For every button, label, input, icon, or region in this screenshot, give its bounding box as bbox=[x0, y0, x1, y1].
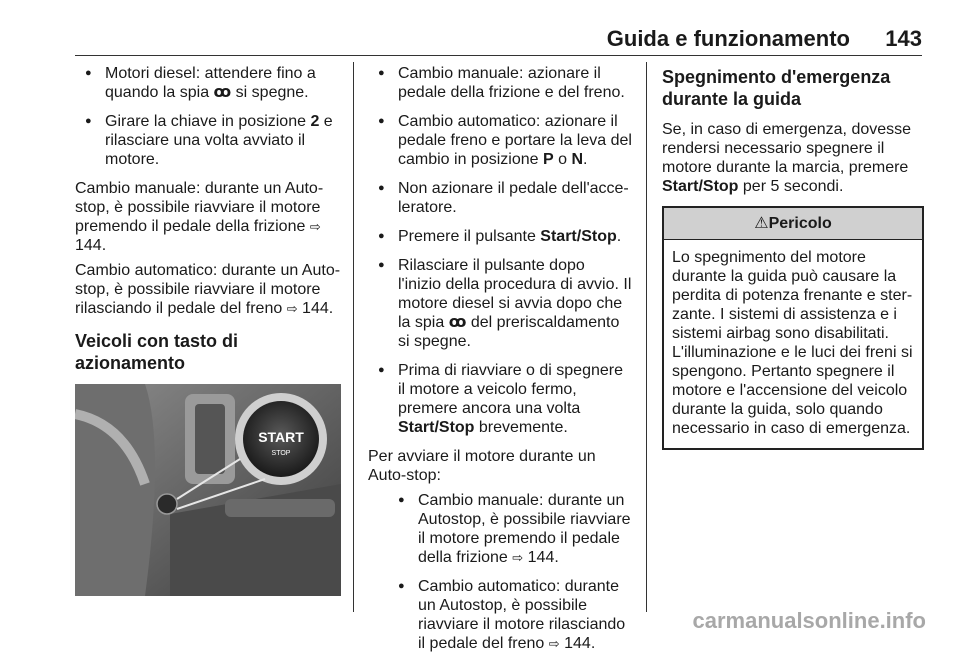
page-ref-icon: ⇨ bbox=[548, 636, 560, 651]
start-label: START bbox=[258, 429, 304, 445]
list-item: ● Rilasciare il pulsante dopo l'inizio della procedura di avvio. Il motore diesel si avvia dopo che la spia ꝏ del preriscaldamento si spegne. bbox=[368, 256, 632, 351]
running-header-title: Guida e funzionamento bbox=[606, 26, 850, 51]
page-number: 143 bbox=[885, 26, 922, 51]
column-divider-1 bbox=[353, 62, 354, 612]
list-item: ● Motori diesel: attendere fino a quando la spia ꝏ si spegne. bbox=[75, 64, 341, 102]
danger-box bbox=[662, 206, 924, 450]
list-item: ● Cambio manuale: durante un Autostop, è possibile riavviare il motore premendo il pedale della frizione ⇨ 144. bbox=[388, 491, 632, 567]
section-heading: Spegnimento d'emergenza durante la guida bbox=[662, 67, 891, 109]
warning-triangle-icon: ⚠ bbox=[754, 215, 769, 232]
paragraph: Per avviare il motore durante un Auto-stop: bbox=[368, 448, 596, 484]
list-item: ● Prima di riavviare o di spegnere il motore a veicolo fermo, premere ancora una volta Start/Stop brevemente. bbox=[368, 361, 632, 437]
watermark: carmanualsonline.info bbox=[692, 608, 926, 633]
list-item: ● Cambio automatico: azionare il pedale freno e portare la leva del cambio in posizione P o N. bbox=[368, 112, 632, 169]
page-ref-icon: ⇨ bbox=[309, 219, 321, 234]
section-heading: Veicoli con tasto di azionamento bbox=[75, 331, 239, 373]
page-ref[interactable]: 144 bbox=[564, 635, 591, 652]
paragraph: Cambio automatico: durante un Auto-stop, è possibile riavviare il motore rilasciando il pedale del freno ⇨ 144. bbox=[75, 262, 341, 317]
page-ref-icon: ⇨ bbox=[286, 301, 298, 316]
page-ref-icon: ⇨ bbox=[512, 550, 524, 565]
danger-box-header: ⚠Pericolo bbox=[664, 208, 922, 240]
page-ref[interactable]: 144 bbox=[527, 549, 555, 566]
column-2 bbox=[368, 64, 632, 663]
paragraph: Cambio manuale: durante un Auto-stop, è possibile riavviare il motore premendo il pedale della frizione ⇨ 144. bbox=[75, 180, 324, 254]
column-divider-2 bbox=[646, 62, 647, 612]
list-item: ● Cambio manuale: azionare il pedale della frizione e del freno. bbox=[368, 64, 632, 102]
glow-plug-icon: ꝏ bbox=[448, 314, 467, 331]
header-rule bbox=[75, 55, 922, 56]
column-3 bbox=[662, 64, 924, 450]
paragraph: Se, in caso di emergenza, dovesse rendersi necessario spegnere il motore durante la marcia, premere Start/Stop per 5 secondi. bbox=[662, 121, 912, 195]
danger-box-text: Lo spegnimento del motore durante la guida può causare la perdita di potenza frenante e ster-zante. I sistemi di assistenza e i sistemi airbag sono disabilitati. L'illuminazione e le luci dei freni si spengono. Pertanto spegnere il motore e l'accensione del veicolo durante la guida, solo quando necessario in caso di emergenza. bbox=[672, 249, 913, 437]
list-item: ● Girare la chiave in posizione 2 e rilasciare una volta avviato il motore. bbox=[75, 112, 341, 169]
start-stop-button-photo bbox=[75, 384, 341, 596]
page-ref[interactable]: 144 bbox=[75, 237, 102, 254]
list-item: ● Non azionare il pedale dell'acce-leratore. bbox=[368, 179, 632, 217]
glow-plug-icon: ꝏ bbox=[213, 84, 232, 101]
list-item: ● Cambio automatico: durante un Autostop, è possibile riavviare il motore rilasciando il pedale del freno ⇨ 144. bbox=[388, 577, 632, 653]
column-1 bbox=[75, 64, 341, 596]
list-item: ● Premere il pulsante Start/Stop. bbox=[368, 227, 632, 246]
stop-label: STOP bbox=[271, 450, 291, 457]
page-ref[interactable]: 144 bbox=[302, 300, 329, 317]
